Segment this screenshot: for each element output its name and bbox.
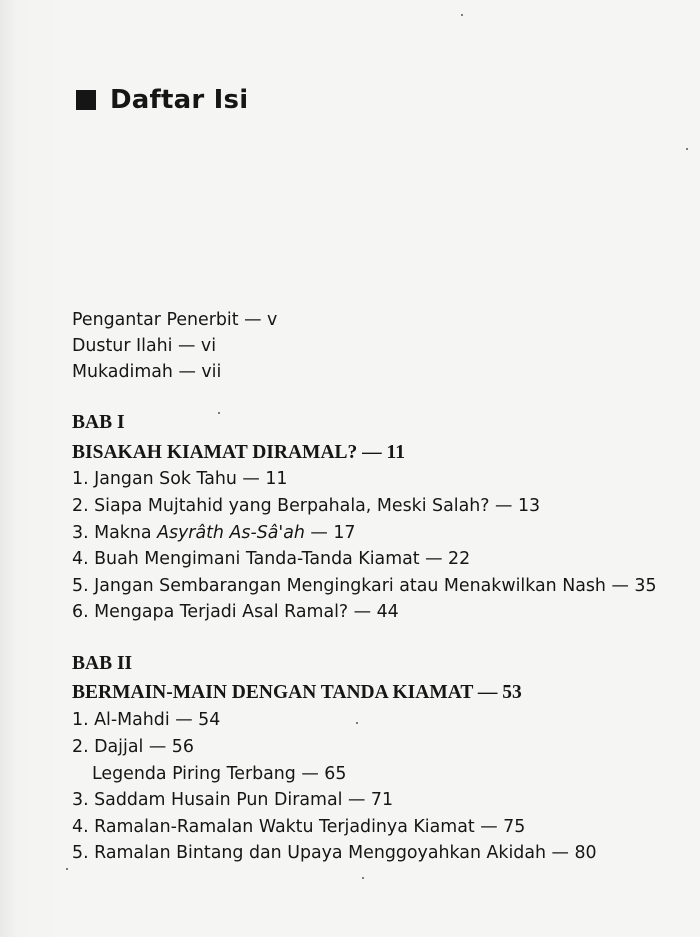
toc-entry-page: — 17 (304, 523, 356, 543)
toc-entry: 2. Dajjal — 56 (72, 737, 194, 757)
toc-entry (72, 520, 355, 546)
toc-entry: 1. Al-Mahdi — 54 (72, 710, 221, 730)
chapter-label-bab2: BAB II (72, 653, 133, 674)
page-heading (76, 80, 248, 120)
chapter-title-bab2: BERMAIN-MAIN DENGAN TANDA KIAMAT — 53 (72, 682, 522, 703)
toc-entry: 5. Ramalan Bintang dan Upaya Menggoyahkan Akidah — 80 (72, 843, 597, 863)
paper-speck (356, 722, 358, 724)
paper-speck (362, 877, 364, 879)
chapter-label-bab1: BAB I (72, 412, 125, 433)
toc-entry: 1. Jangan Sok Tahu — 11 (72, 469, 288, 489)
toc-entry-mukadimah: Mukadimah — vii (72, 362, 222, 382)
toc-subentry: Legenda Piring Terbang — 65 (92, 764, 347, 784)
toc-entry: 5. Jangan Sembarangan Mengingkari atau Menakwilkan Nash — 35 (72, 576, 657, 596)
toc-entry: 4. Buah Mengimani Tanda-Tanda Kiamat — 22 (72, 549, 471, 569)
toc-entry: 2. Siapa Mujtahid yang Berpahala, Meski Salah? — 13 (72, 496, 541, 516)
toc-entry-pengantar: Pengantar Penerbit — v (72, 310, 278, 330)
paper-speck (66, 868, 68, 870)
toc-entry: 6. Mengapa Terjadi Asal Ramal? — 44 (72, 602, 399, 622)
paper-speck (686, 148, 688, 150)
toc-entry: 4. Ramalan-Ramalan Waktu Terjadinya Kiamat — 75 (72, 817, 526, 837)
paper-speck (461, 14, 463, 16)
toc-entry-text: 3. Makna (72, 523, 158, 543)
page-title: Daftar Isi (110, 85, 249, 115)
toc-entry-italic-term: Asyrâth As-Sâ'ah (157, 523, 305, 543)
toc-entry: 3. Saddam Husain Pun Diramal — 71 (72, 790, 394, 810)
toc-entry-dustur: Dustur Ilahi — vi (72, 336, 217, 356)
paper-speck (218, 412, 220, 414)
chapter-title-bab1: BISAKAH KIAMAT DIRAMAL? — 11 (72, 442, 405, 463)
square-bullet-icon (76, 90, 96, 110)
